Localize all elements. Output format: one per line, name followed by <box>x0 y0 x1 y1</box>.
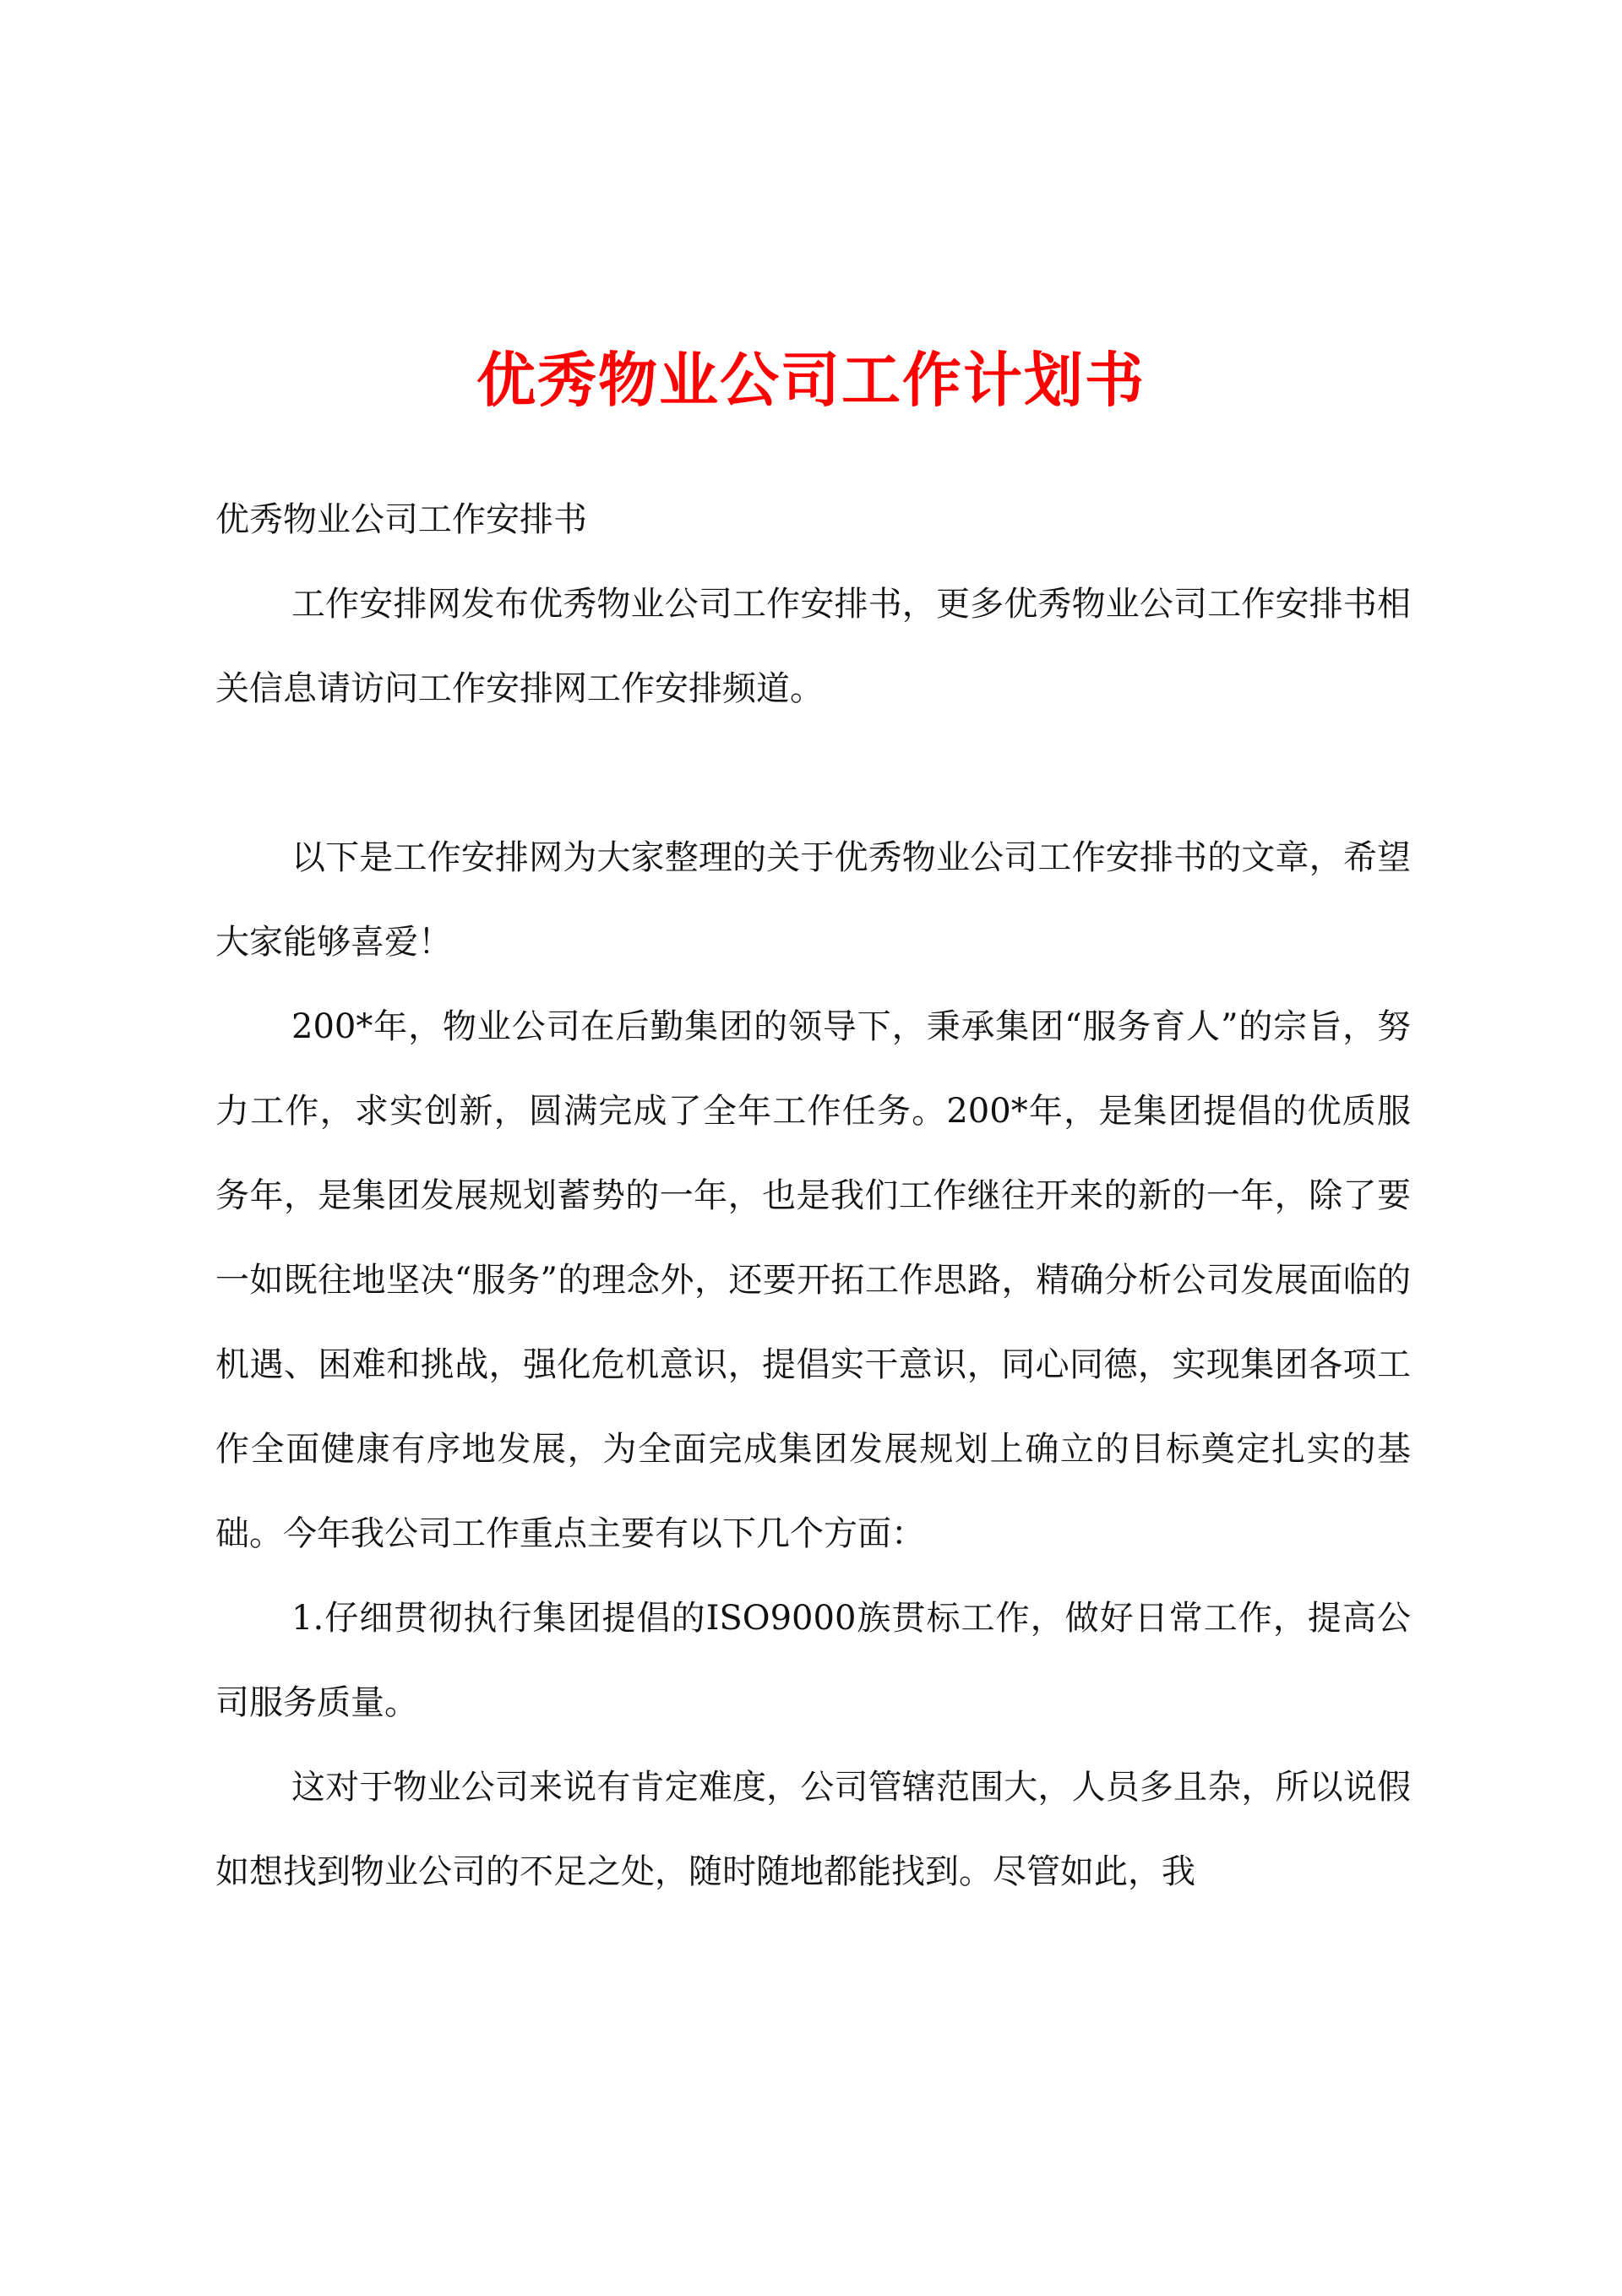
paragraph-intro: 工作安排网发布优秀物业公司工作安排书，更多优秀物业公司工作安排书相关信息请访问工作安排网工作安排频道。 <box>215 585 1411 708</box>
paragraph-summary: 200*年，物业公司在后勤集团的领导下，秉承集团“服务育人”的宗旨，努力工作，求实创新，圆满完成了全年工作任务。200*年，是集团提倡的优质服务年，是集团发展规划蓄势的一年，也是我们工作继往开来的新的一年，除了要一如既往地坚决“服务”的理念外，还要开拓工作思路，精确分析公司发展面临的机遇、困难和挑战，强化危机意识，提倡实干意识，同心同德，实现集团各项工作全面健康有序地发展，为全面完成集团发展规划上确立的目标奠定扎实的基础。今年我公司工作重点主要有以下几个方面： <box>215 1007 1411 1553</box>
paragraph-item-1: 1.仔细贯彻执行集团提倡的ISO9000族贯标工作，做好日常工作，提高公司服务质量。 <box>215 1599 1411 1722</box>
document-subtitle: 优秀物业公司工作安排书 <box>215 500 587 539</box>
paragraph-preface: 以下是工作安排网为大家整理的关于优秀物业公司工作安排书的文章，希望大家能够喜爱！ <box>215 838 1411 962</box>
paragraph-item-1-detail: 这对于物业公司来说有肯定难度，公司管辖范围大，人员多且杂，所以说假如想找到物业公司的不足之处，随时随地都能找到。尽管如此，我 <box>215 1768 1411 1891</box>
document-body <box>215 477 1411 1914</box>
document-title: 优秀物业公司工作计划书 <box>476 345 1146 415</box>
